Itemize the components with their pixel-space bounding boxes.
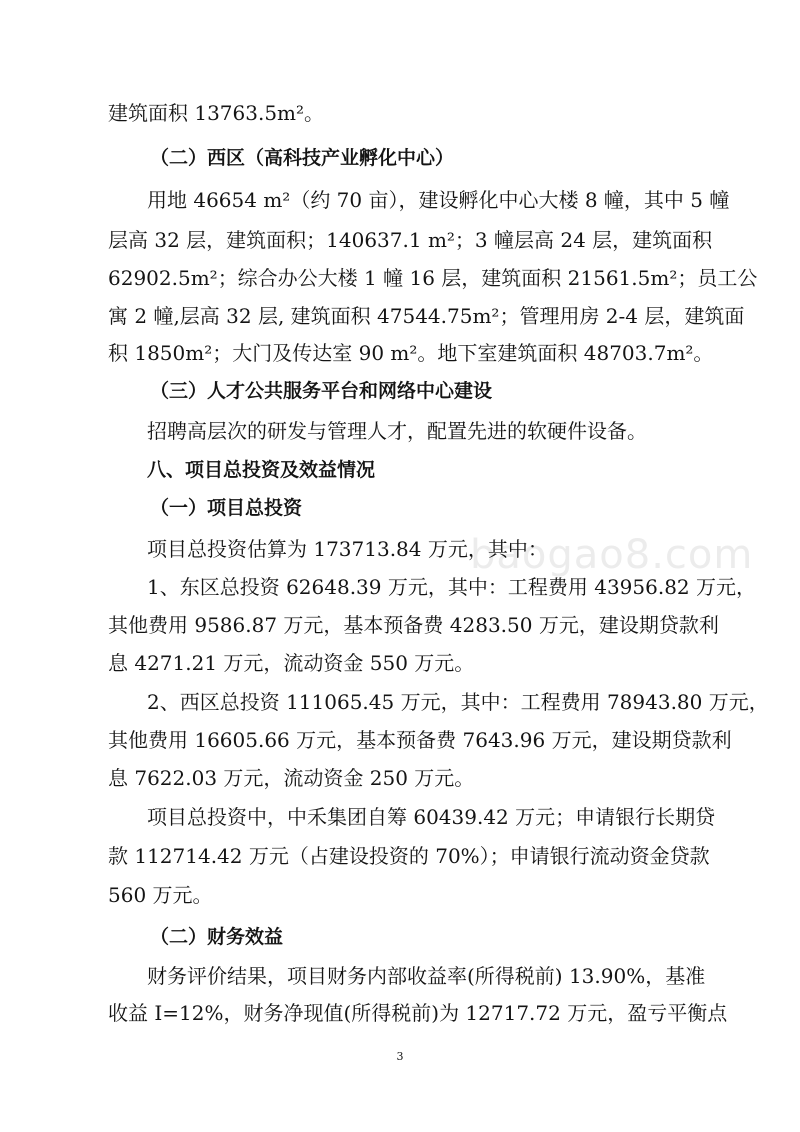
section-heading-talent-platform: （三）人才公共服务平台和网络中心建设 — [150, 380, 493, 402]
section-heading-west-zone: （二）西区（高科技产业孵化中心） — [150, 147, 455, 169]
text-line: 用地 46654 m²（约 70 亩），建设孵化中心大楼 8 幢，其中 5 幢 — [147, 188, 730, 212]
section-heading-financial-benefits: （二）财务效益 — [150, 926, 284, 948]
section-heading-investment-benefits: 八、项目总投资及效益情况 — [147, 459, 376, 481]
text-line: 收益 I=12%，财务净现值(所得税前)为 12717.72 万元，盈亏平衡点 — [108, 1001, 728, 1025]
text-line: 建筑面积 13763.5m²。 — [108, 101, 325, 125]
text-line: 560 万元。 — [108, 883, 213, 907]
text-line: 款 112714.42 万元（占建设投资的 70%）；申请银行流动资金贷款 — [108, 844, 710, 868]
page-number: 3 — [396, 1050, 404, 1063]
watermark: baogao8.com — [470, 532, 754, 578]
text-line: 其他费用 9586.87 万元，基本预备费 4283.50 万元，建设期贷款利 — [108, 613, 719, 637]
text-line: 项目总投资估算为 173713.84 万元，其中： — [147, 537, 548, 561]
text-line: 2、西区总投资 111065.45 万元，其中：工程费用 78943.80 万元， — [147, 690, 769, 714]
text-line: 1、东区总投资 62648.39 万元，其中：工程费用 43956.82 万元， — [147, 575, 757, 599]
text-line: 积 1850m²；大门及传达室 90 m²。地下室建筑面积 48703.7m²。 — [108, 341, 714, 365]
text-line: 项目总投资中，中禾集团自筹 60439.42 万元；申请银行长期贷 — [147, 805, 716, 829]
text-line: 层高 32 层，建筑面积；140637.1 m²；3 幢层高 24 层，建筑面积 — [108, 228, 713, 252]
text-line: 其他费用 16605.66 万元，基本预备费 7643.96 万元，建设期贷款利 — [108, 728, 732, 752]
text-line: 62902.5m²；综合办公大楼 1 幢 16 层，建筑面积 21561.5m²；员工公 — [108, 266, 758, 290]
text-line: 息 7622.03 万元，流动资金 250 万元。 — [108, 766, 475, 790]
text-line: 财务评价结果，项目财务内部收益率(所得税前) 13.90%，基准 — [147, 964, 706, 988]
text-line: 寓 2 幢,层高 32 层, 建筑面积 47544.75m²；管理用房 2-4 层，建筑面 — [108, 304, 745, 328]
text-line: 招聘高层次的研发与管理人才，配置先进的软硬件设备。 — [147, 419, 647, 443]
section-heading-total-investment: （一）项目总投资 — [150, 497, 303, 519]
text-line: 息 4271.21 万元，流动资金 550 万元。 — [108, 651, 475, 675]
